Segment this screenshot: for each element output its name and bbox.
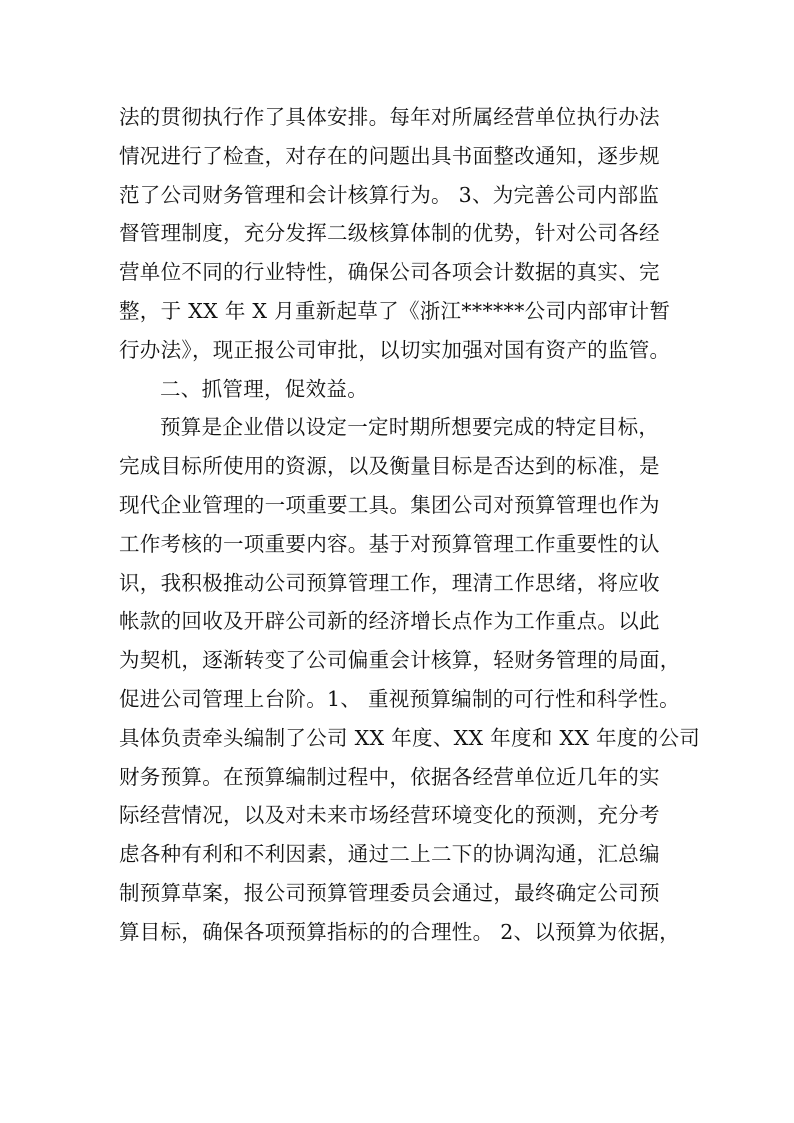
- text-line: 法的贯彻执行作了具体安排。每年对所属经营单位执行办法: [119, 105, 660, 129]
- text-line: 财务预算。在预算编制过程中，依据各经营单位近几年的实: [119, 764, 660, 789]
- text-line: 帐款的回收及开辟公司新的经济增长点作为工作重点。以此: [119, 609, 660, 634]
- text-line: 现代企业管理的一项重要工具。集团公司对预算管理也作为: [119, 492, 660, 517]
- text-line: 情况进行了检查，对存在的问题出具书面整改通知，逐步规: [119, 143, 660, 168]
- text-line: 制预算草案，报公司预算管理委员会通过，最终确定公司预: [119, 880, 660, 905]
- section-heading: 二、抓管理，促效益。: [160, 376, 368, 401]
- text-line: 具体负责牵头编制了公司 XX 年度、XX 年度和 XX 年度的公司: [119, 725, 701, 750]
- text-line: 促进公司管理上台阶。1、 重视预算编制的可行性和科学性。: [119, 686, 680, 711]
- text-line: 际经营情况，以及对未来市场经营环境变化的预测，充分考: [119, 803, 660, 828]
- paragraph-first-line: 预算是企业借以设定一定时期所想要完成的特定目标，: [160, 415, 660, 440]
- text-line: 虑各种有利和不利因素，通过二上二下的协调沟通，汇总编: [119, 842, 660, 867]
- text-line: 识，我积极推动公司预算管理工作，理清工作思绪，将应收: [119, 570, 660, 595]
- text-line: 督管理制度，充分发挥二级核算体制的优势，针对公司各经: [119, 221, 660, 246]
- text-line: 工作考核的一项重要内容。基于对预算管理工作重要性的认: [119, 531, 660, 556]
- text-line: 算目标，确保各项预算指标的的合理性。 2、以预算为依据，: [119, 919, 680, 944]
- text-line: 整，于 XX 年 X 月重新起草了《浙江******公司内部审计暂: [119, 298, 671, 323]
- text-line: 为契机，逐渐转变了公司偏重会计核算，轻财务管理的局面，: [119, 648, 681, 673]
- text-line: 范了公司财务管理和会计核算行为。 3、为完善公司内部监: [119, 182, 660, 207]
- text-line: 完成目标所使用的资源，以及衡量目标是否达到的标准，是: [119, 454, 660, 479]
- text-line: 行办法》，现正报公司审批，以切实加强对国有资产的监管。: [119, 337, 671, 362]
- text-line: 营单位不同的行业特性，确保公司各项会计数据的真实、完: [119, 260, 660, 285]
- document-body: [119, 98, 699, 952]
